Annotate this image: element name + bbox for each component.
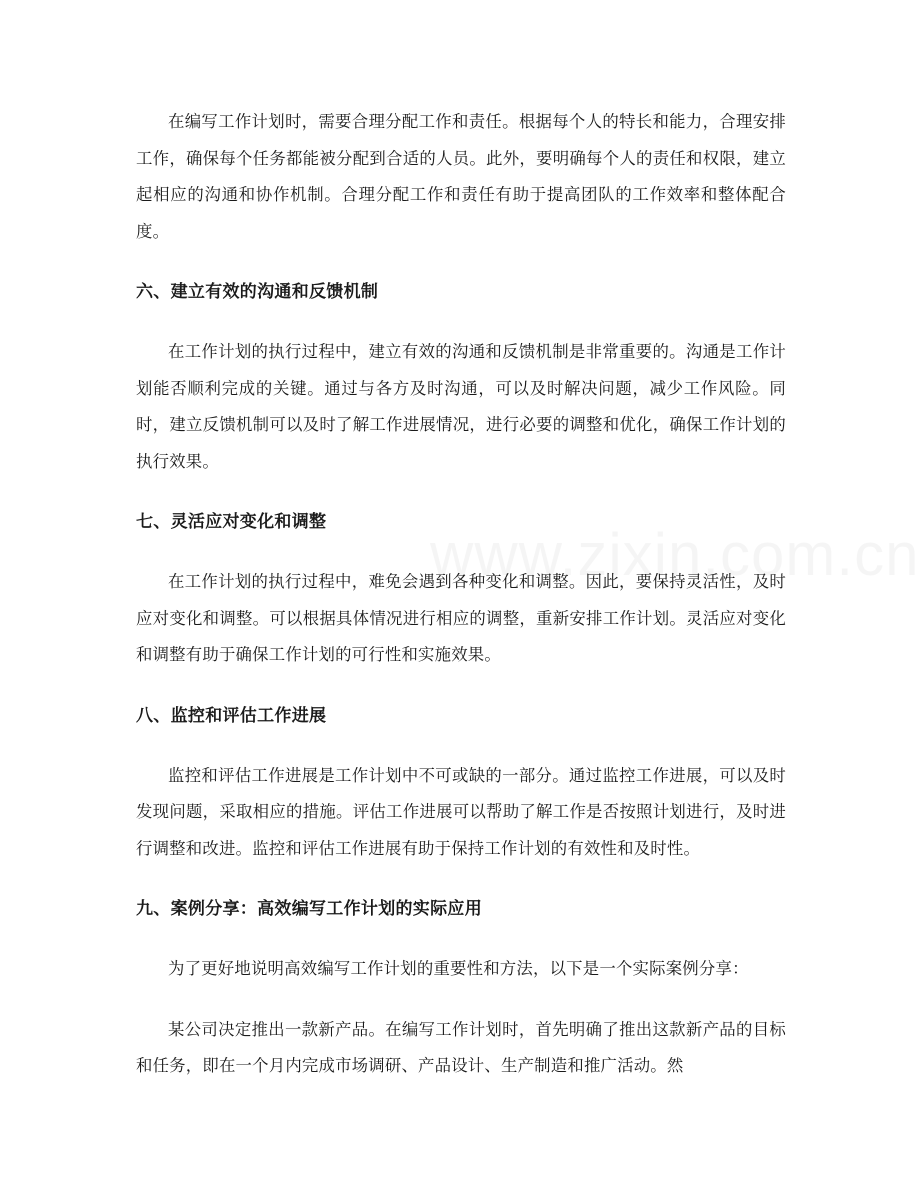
section-heading-8: 八、监控和评估工作进展: [136, 705, 327, 726]
section-heading-6: 六、建立有效的沟通和反馈机制: [136, 282, 379, 302]
section-9-paragraph-1: 为了更好地说明高效编写工作计划的重要性和方法，以下是一个实际案例分享：: [168, 959, 749, 978]
document-page: [136, 104, 786, 1109]
section-8-paragraph-1: 监控和评估工作进展是工作计划中不可或缺的一部分。通过监控工作进展，可以及时发现问题，采取相应的措施。评估工作进展可以帮助了解工作是否按照计划进行，及时进行调整和改进。监控和评估工作进展有助于保持工作计划的有效性和及时性。: [136, 765, 786, 858]
section-heading-9: 九、案例分享：高效编写工作计划的实际应用: [136, 899, 482, 919]
section-heading-7: 七、灵活应对变化和调整: [136, 512, 327, 532]
intro-paragraph: 在编写工作计划时，需要合理分配工作和责任。根据每个人的特长和能力，合理安排工作，确保每个任务都能被分配到合适的人员。此外，要明确每个人的责任和权限，建立起相应的沟通和协作机制。合理分配工作和责任有助于提高团队的工作效率和整体配合度。: [136, 112, 786, 241]
section-7-paragraph-1: 在工作计划的执行过程中，难免会遇到各种变化和调整。因此，要保持灵活性，及时应对变化和调整。可以根据具体情况进行相应的调整，重新安排工作计划。灵活应对变化和调整有助于确保工作计划的可行性和实施效果。: [136, 572, 786, 664]
section-9-paragraph-2: 某公司决定推出一款新产品。在编写工作计划时，首先明确了推出这款新产品的目标和任务，即在一个月内完成市场调研、产品设计、生产制造和推广活动。然: [136, 1019, 786, 1075]
section-6-paragraph-1: 在工作计划的执行过程中，建立有效的沟通和反馈机制是非常重要的。沟通是工作计划能否顺利完成的关键。通过与各方及时沟通，可以及时解决问题，减少工作风险。同时，建立反馈机制可以及时了解工作进展情况，进行必要的调整和优化，确保工作计划的执行效果。: [136, 342, 786, 471]
